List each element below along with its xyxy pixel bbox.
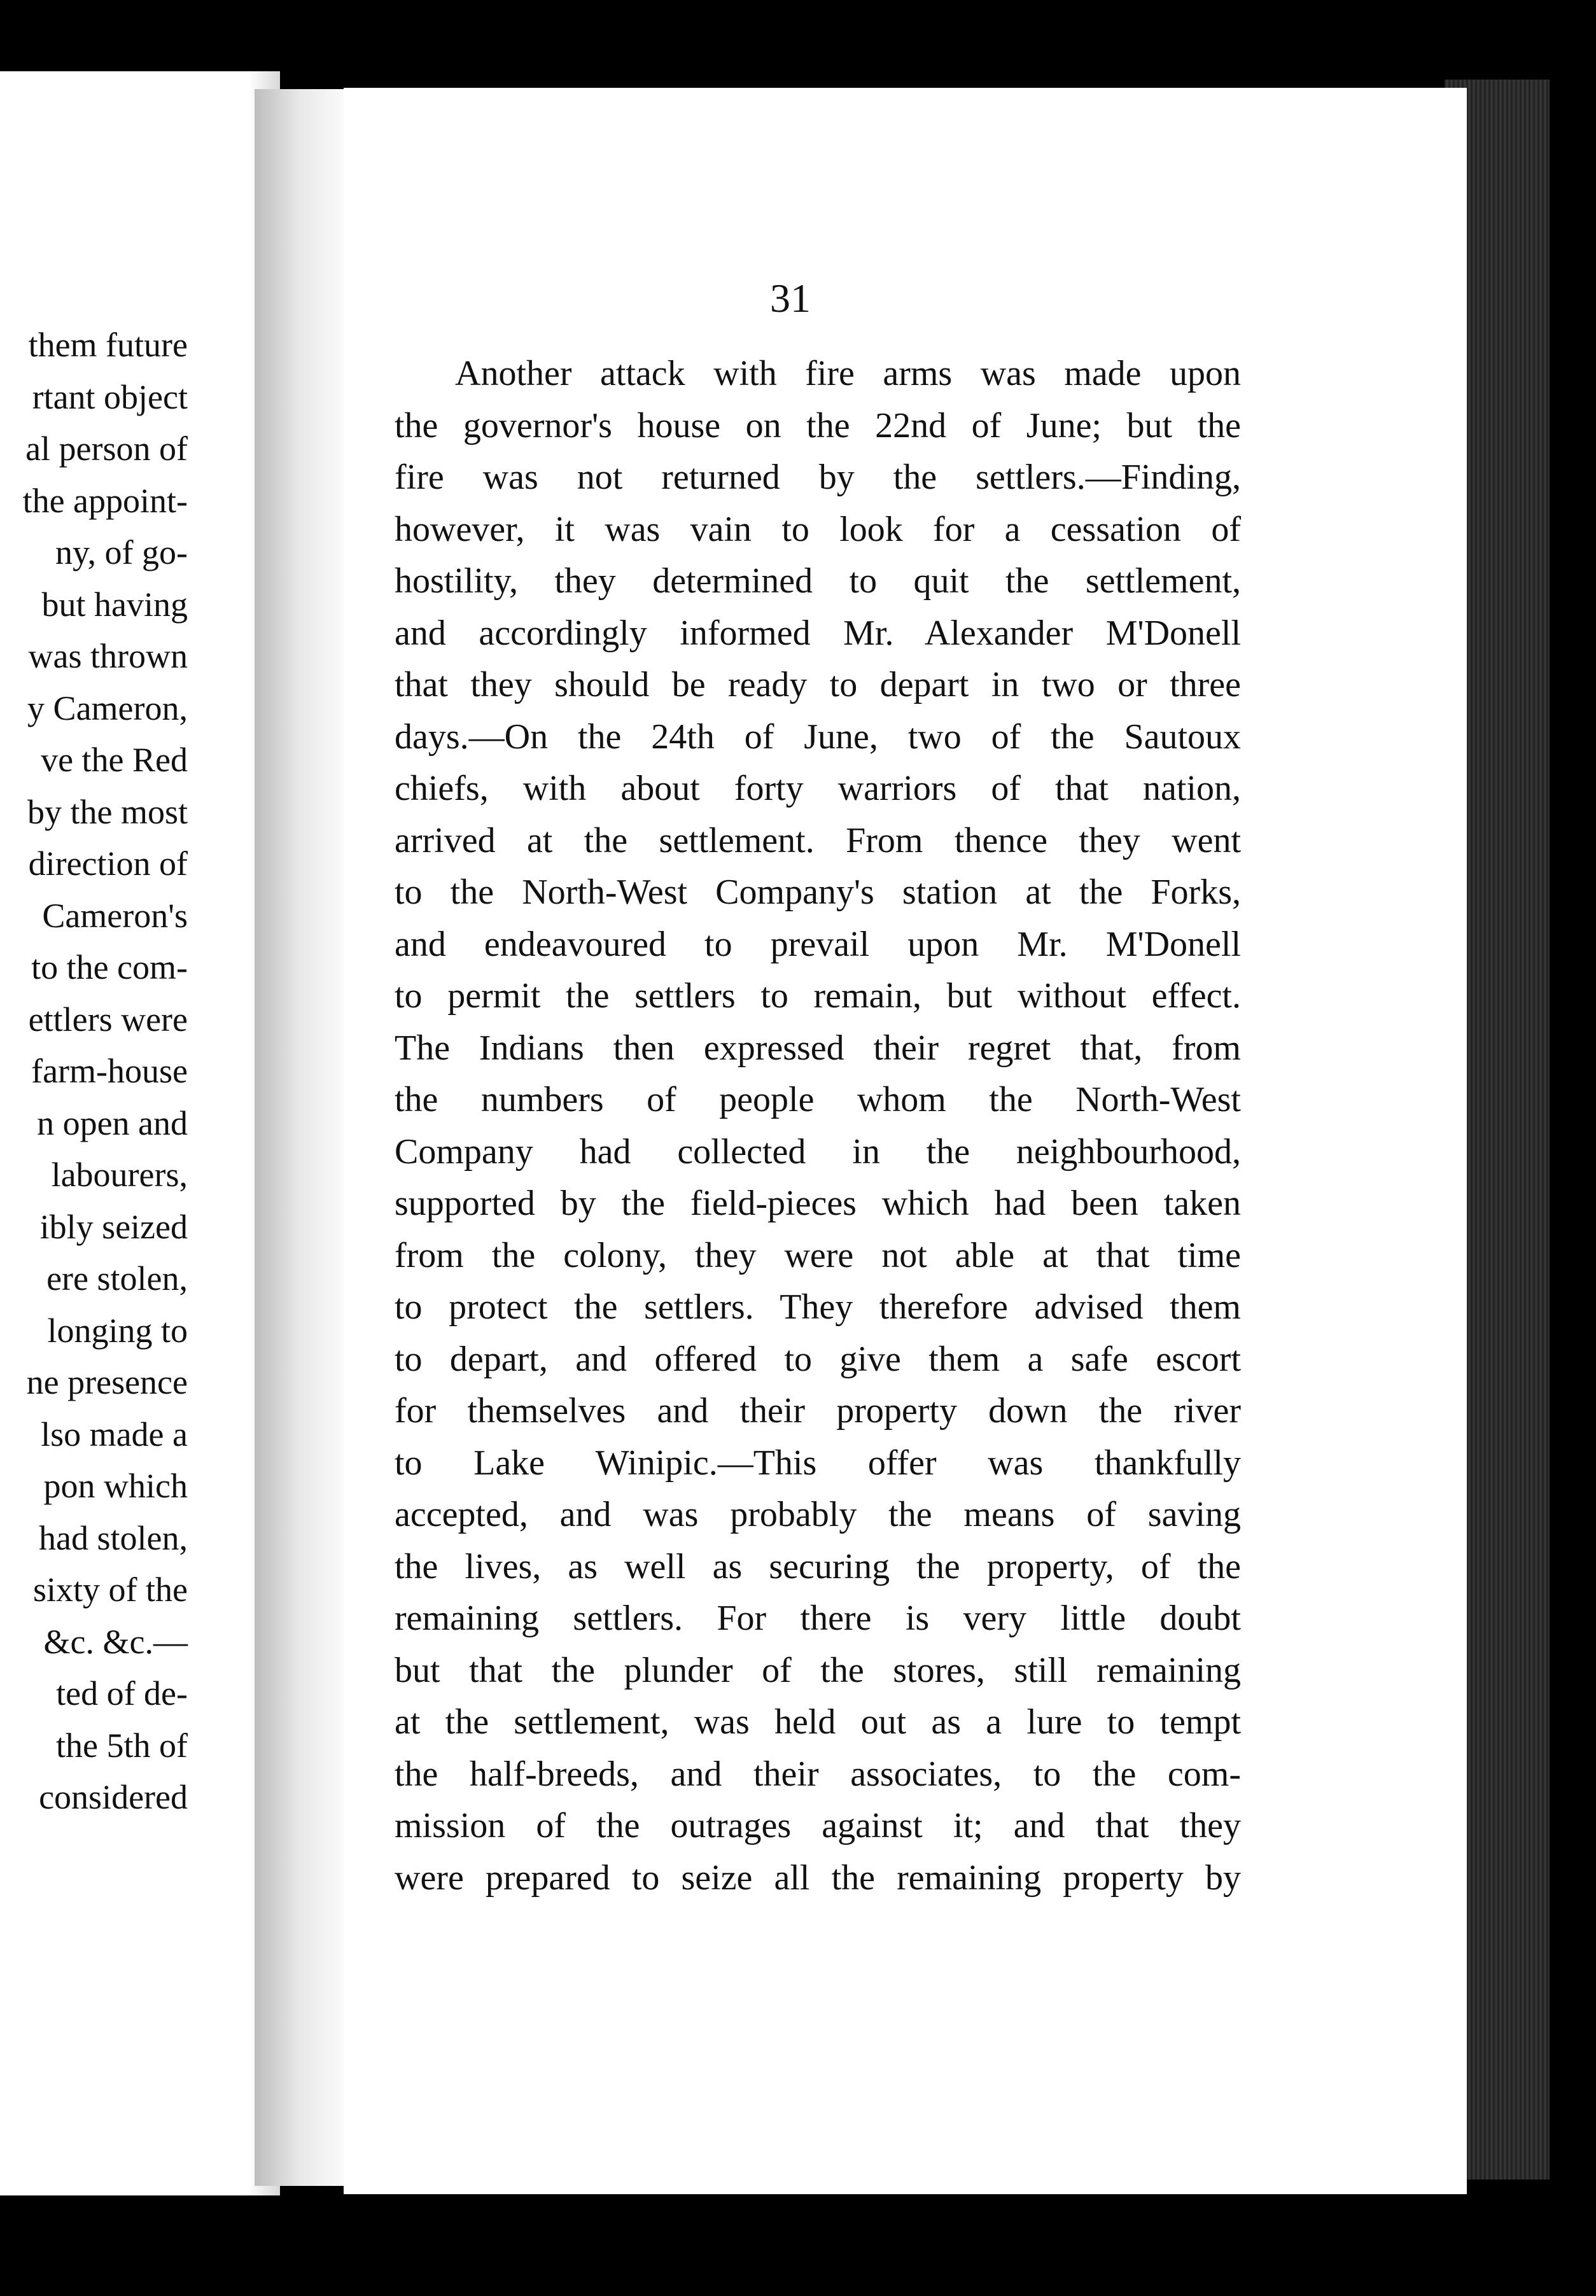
text-line: longing to	[47, 1311, 188, 1350]
text-line: fire was not returned by the settlers.—Finding,	[395, 458, 1241, 497]
text-line: for themselves and their property down the river	[395, 1391, 1241, 1431]
text-line: Cameron's	[42, 896, 188, 935]
text-line: arrived at the settlement. From thence they went	[395, 820, 1241, 860]
text-line: and accordingly informed Mr. Alexander M'Donell	[395, 613, 1241, 653]
text-line: mission of the outrages against it; and that they	[395, 1806, 1241, 1845]
text-line: hostility, they determined to quit the settlement,	[395, 561, 1241, 601]
text-line: remaining settlers. For there is very little doubt	[395, 1599, 1241, 1638]
text-line: that they should be ready to depart in two or three	[395, 665, 1241, 704]
text-line: rtant object	[32, 377, 188, 416]
text-line: was thrown	[28, 637, 188, 675]
text-line: to Lake Winipic.—This offer was thankfully	[395, 1443, 1241, 1483]
page-number: 31	[770, 276, 811, 321]
text-line: y Cameron,	[27, 689, 188, 727]
text-line: the lives, as well as securing the property, of the	[395, 1546, 1241, 1586]
text-line: supported by the field-pieces which had been taken	[395, 1184, 1241, 1223]
text-line: pon which	[43, 1467, 188, 1505]
text-line: them future	[28, 326, 188, 364]
text-line: ny, of go-	[55, 533, 188, 571]
text-line: ibly seized	[39, 1207, 188, 1246]
text-line: lso made a	[41, 1415, 188, 1453]
text-line: labourers,	[51, 1156, 188, 1194]
text-line: ted of de-	[56, 1674, 188, 1712]
text-line: but that the plunder of the stores, still remaining	[395, 1650, 1241, 1690]
text-line: Another attack with fire arms was made upon	[455, 354, 1241, 393]
text-line: had stolen,	[39, 1518, 188, 1557]
text-line: the governor's house on the 22nd of June; but the	[395, 405, 1241, 445]
text-line: sixty of the	[33, 1571, 188, 1609]
text-line: were prepared to seize all the remaining property by	[395, 1858, 1241, 1898]
text-line: days.—On the 24th of June, two of the Sautoux	[395, 717, 1241, 757]
text-line: the numbers of people whom the North-West	[395, 1080, 1241, 1119]
text-line: direction of	[28, 844, 188, 883]
text-line: the appoint-	[22, 481, 188, 520]
text-line: chiefs, with about forty warriors of that nation,	[395, 769, 1241, 808]
text-line: &c. &c.—	[43, 1622, 188, 1661]
left-page-text	[23, 319, 188, 1824]
text-line: to depart, and offered to give them a safe escort	[395, 1339, 1241, 1379]
text-line: however, it was vain to look for a cessation of	[395, 509, 1241, 549]
text-line: from the colony, they were not able at that time	[395, 1235, 1241, 1275]
text-line: to protect the settlers. They therefore advised them	[395, 1287, 1241, 1327]
text-line: n open and	[37, 1103, 188, 1142]
text-line: ettlers were	[28, 1000, 188, 1039]
text-line: the half-breeds, and their associates, to the com-	[395, 1754, 1241, 1794]
text-line: and endeavoured to prevail upon Mr. M'Donell	[395, 924, 1241, 964]
text-line: al person of	[25, 430, 188, 468]
text-line: by the most	[27, 792, 188, 831]
text-line: considered	[39, 1778, 188, 1816]
text-line: to the com-	[31, 948, 188, 986]
text-line: Company had collected in the neighbourhood,	[395, 1131, 1241, 1172]
text-line: ne presence	[26, 1363, 188, 1401]
text-line: The Indians then expressed their regret that, from	[395, 1028, 1241, 1068]
text-line: the 5th of	[56, 1726, 188, 1765]
text-line: ere stolen,	[46, 1259, 188, 1298]
right-page-text	[395, 348, 1241, 1904]
text-line: accepted, and was probably the means of saving	[395, 1495, 1241, 1534]
text-line: at the settlement, was held out as a lure to tempt	[395, 1702, 1241, 1742]
book-spine-shadow	[255, 89, 356, 2186]
text-line: but having	[41, 585, 188, 624]
text-line: ve the Red	[41, 741, 188, 779]
text-line: to the North-West Company's station at the Forks,	[395, 872, 1241, 912]
left-page	[0, 71, 280, 2195]
text-line: farm-house	[31, 1052, 188, 1090]
text-line: to permit the settlers to remain, but without effect.	[395, 976, 1241, 1016]
